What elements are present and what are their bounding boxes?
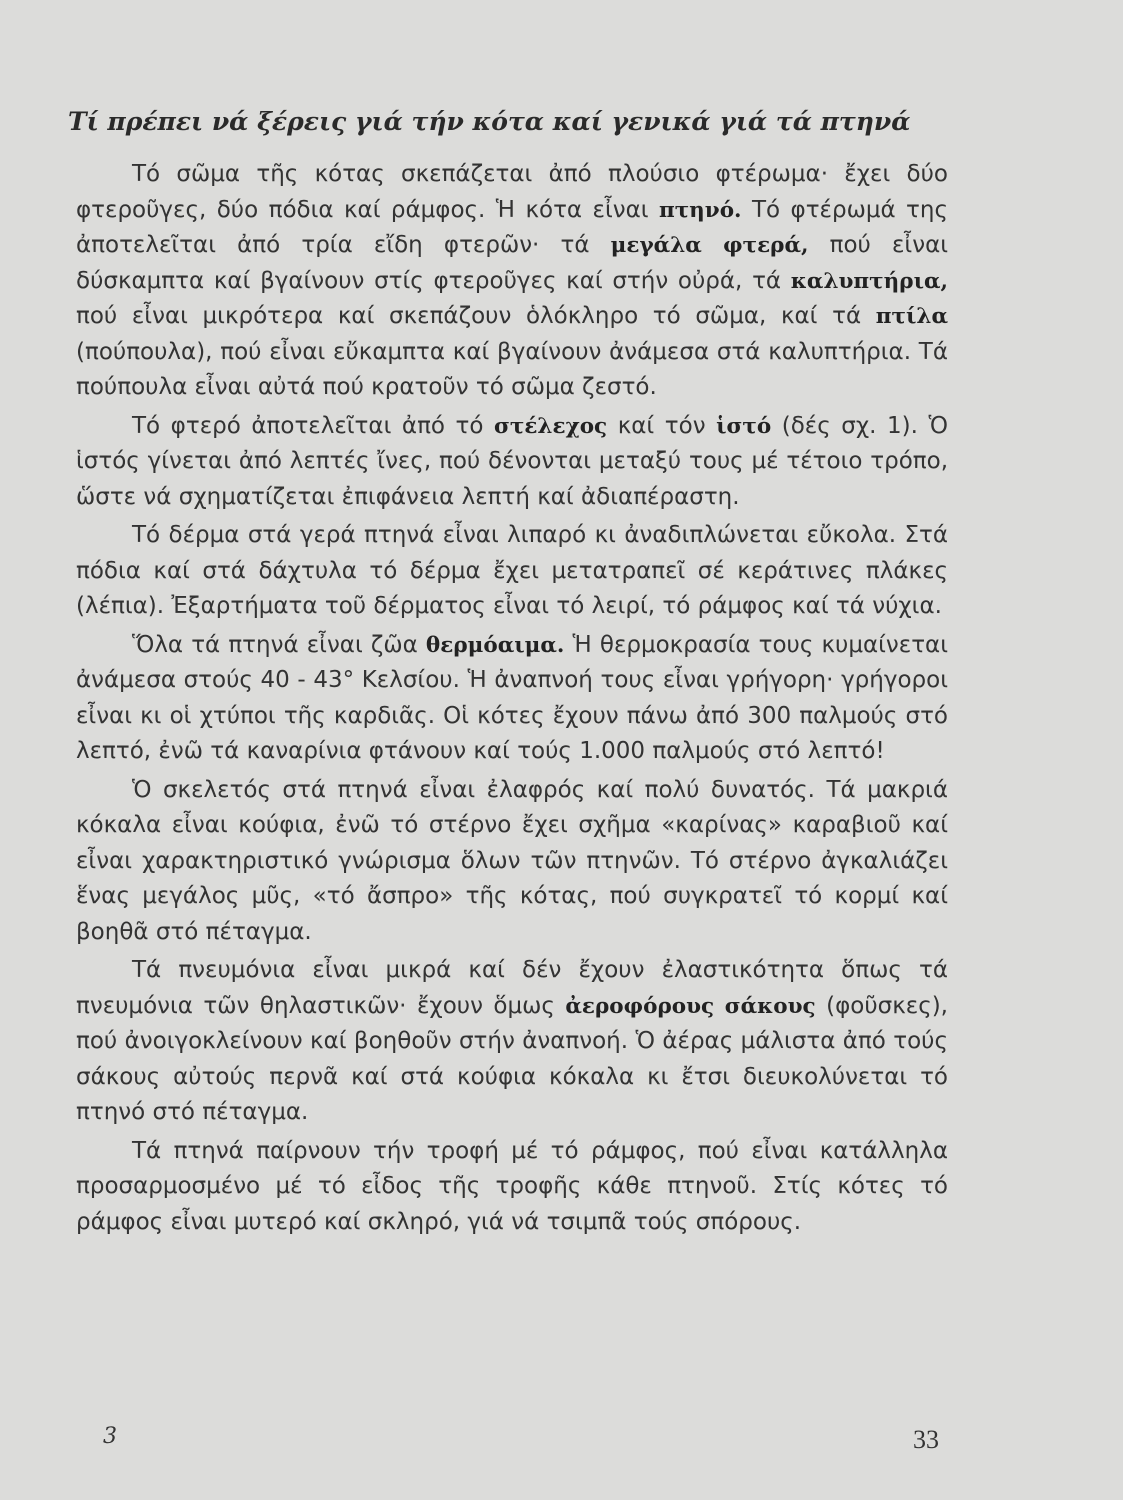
paragraph [76, 953, 948, 1131]
paragraph [76, 1134, 948, 1241]
bold-term: στέλεχος [494, 413, 608, 439]
text-run: πού εἶναι μικρότερα καί σκεπάζουν ὁλόκληρο τό σῶμα, καί τά [76, 303, 876, 329]
bold-term: πτηνό. [658, 197, 742, 223]
text-run: Τά πνευμόνια εἶναι μικρά καί δέν ἔχουν ἐλαστικότητα ὅπως τά πνευμόνια τῶν θηλαστικῶν· ἔχουν ὅμως [76, 957, 948, 1019]
page-title: Τί πρέπει νά ξέρεις γιά τήν κότα καί γενικά γιά τά πτηνά [68, 107, 911, 136]
bold-term: ἀεροφόρους σάκους [565, 993, 816, 1019]
paragraph [76, 628, 948, 770]
signature-mark: 3 [103, 1424, 117, 1449]
text-run: Τό φτέρωμά της ἀποτελεῖται ἀπό τρία εἴδη φτερῶν· τά [76, 196, 948, 258]
text-run: (δές σχ. 1). Ὁ ἱστός γίνεται ἀπό λεπτές ἴνες, πού δένονται μεταξύ τους μέ τέτοιο τρόπο, ὥστε νά σχηματίζεται ἐπιφάνεια λεπτή καί ἀδιαπέραστη. [76, 412, 948, 510]
bold-term: καλυπτήρια, [790, 268, 948, 294]
text-run: (πούπουλα), πού εἶναι εὔκαμπτα καί βγαίνουν ἀνάμεσα στά καλυπτήρια. Τά πούπουλα εἶναι αὐτά πού κρατοῦν τό σῶμα ζεστό. [76, 338, 948, 400]
page-number: 33 [913, 1425, 939, 1454]
text-run: Τό σῶμα τῆς κότας σκεπάζεται ἀπό πλούσιο φτέρωμα· ἔχει δύο φτεροῦγες, δύο πόδια καί ράμφος. Ἡ κότα εἶναι [76, 161, 948, 223]
bold-term: θερμόαιμα. [425, 632, 565, 658]
text-run: Τό δέρμα στά γερά πτηνά εἶναι λιπαρό κι ἀναδιπλώνεται εὔκολα. Στά πόδια καί στά δάχτυλα τό δέρμα ἔχει μετατραπεῖ σέ κεράτινες πλάκες (λέπια). Ἐξαρτήματα τοῦ δέρματος εἶναι τό λειρί, τό ράμφος καί τά νύχια. [76, 522, 948, 619]
paragraph [76, 518, 948, 625]
text-run: Ὅλα τά πτηνά εἶναι ζῶα [132, 631, 426, 658]
text-run: (φοῦσκες), πού ἀνοιγοκλείνουν καί βοηθοῦν στήν ἀναπνοή. Ὁ ἀέρας μάλιστα ἀπό τούς σάκους αὐτούς περνᾶ καί στά κούφια κόκαλα κι ἔτσι διευκολύνεται τό πτηνό στό πέταγμα. [76, 992, 948, 1125]
text-run: Τά πτηνά παίρνουν τήν τροφή μέ τό ράμφος, πού εἶναι κατάλληλα προσαρμοσμένο μέ τό εἶδος τῆς τροφῆς κάθε πτηνοῦ. Στίς κότες τό ράμφος εἶναι μυτερό καί σκληρό, γιά νά τσιμπᾶ τούς σπόρους. [76, 1137, 948, 1235]
bold-term: μεγάλα φτερά, [610, 233, 809, 258]
text-run: πού εἶναι δύσκαμπτα καί βγαίνουν στίς φτεροῦγες καί στήν οὐρά, τά [76, 232, 949, 294]
bold-term: ἱστό [716, 413, 772, 439]
paragraph [76, 773, 948, 951]
text-run: Τό φτερό ἀποτελεῖται ἀπό τό [132, 412, 495, 439]
text-run: Ἡ θερμοκρασία τους κυμαίνεται ἀνάμεσα στούς 40 - 43° Κελσίου. Ἡ ἀναπνοή τους εἶναι γρήγορη· γρήγοροι εἶναι κι οἱ χτύποι τῆς καρδιᾶς. Οἱ κότες ἔχουν πάνω ἀπό 300 παλμούς στό λεπτό, ἐνῶ τά καναρίνια φτάνουν καί τούς 1.000 παλμούς στό λεπτό! [76, 631, 948, 764]
paragraph [76, 157, 948, 406]
text-run: Ὁ σκελετός στά πτηνά εἶναι ἐλαφρός καί πολύ δυνατός. Τά μακριά κόκαλα εἶναι κούφια, ἐνῶ τό στέρνο ἔχει σχῆμα «καρίνας» καραβιοῦ καί εἶναι χαρακτηριστικό γνώρισμα ὅλων τῶν πτηνῶν. Τό στέρνο ἀγκαλιάζει ἕνας μεγάλος μῦς, «τό ἄσπρο» τῆς κότας, πού συγκρατεῖ τό κορμί καί βοηθᾶ στό πέταγμα. [76, 776, 948, 945]
text-run: καί τόν [607, 412, 717, 439]
bold-term: πτίλα [875, 304, 948, 329]
paragraph [76, 409, 948, 516]
body-text [76, 157, 948, 1240]
